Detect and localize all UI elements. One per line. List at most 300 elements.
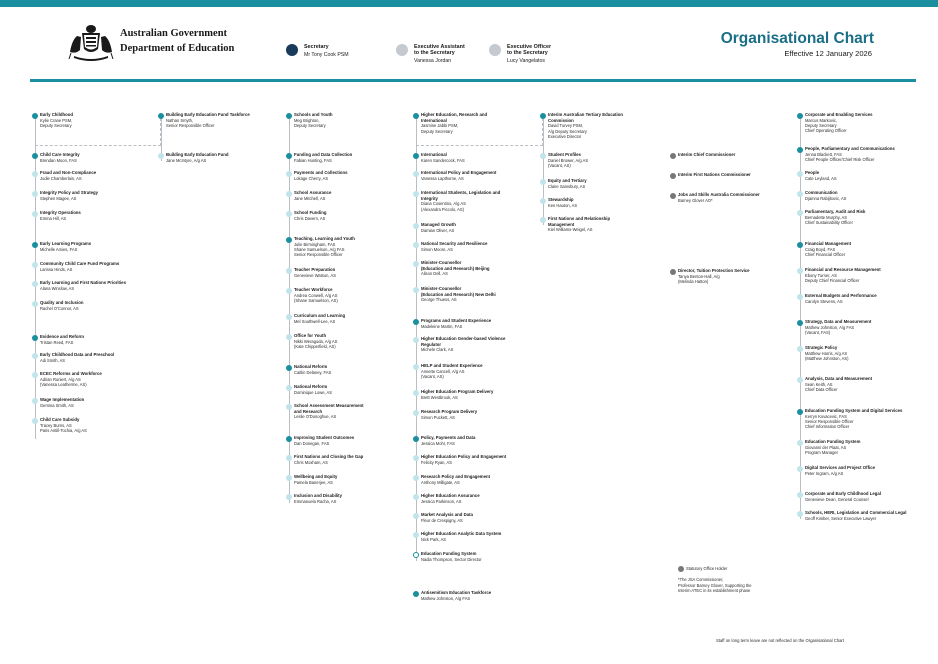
org-unit <box>413 112 525 134</box>
org-unit <box>797 376 909 392</box>
effective-date: Effective 12 January 2026 <box>784 49 872 58</box>
unit-dot-icon <box>540 217 546 223</box>
unit-title: Strategy, Data and Measurement <box>805 319 872 324</box>
unit-title: Financial Management <box>805 241 852 246</box>
header-divider <box>30 79 916 82</box>
unit-dot-icon <box>413 390 419 396</box>
unit-title: People, Parliamentary and Communications <box>805 146 895 151</box>
unit-title: Interim First Nations Commissioner <box>678 172 751 177</box>
org-unit <box>413 318 525 329</box>
unit-title: Research Policy and Engagement <box>421 474 491 479</box>
unit-title: Teaching, Learning and Youth <box>294 236 355 241</box>
org-unit <box>32 280 144 291</box>
unit-title: Minister-Counsellor (Education and Research) New Delhi <box>421 286 496 297</box>
unit-title: Wellbeing and Equity <box>294 474 338 479</box>
unit-title: Child Care Subsidy <box>40 417 80 422</box>
unit-title: Higher Education Program Delivery <box>421 389 494 394</box>
org-unit <box>286 190 398 201</box>
unit-dot-icon <box>670 269 676 275</box>
org-unit <box>413 260 525 277</box>
unit-head: Brendan Moon, FAS <box>40 157 77 163</box>
unit-head: Jessica Parkinson, AS <box>421 498 462 504</box>
org-unit <box>797 267 909 283</box>
unit-dot-icon <box>286 365 292 371</box>
unit-head: Vanessa Lapthorne, AS <box>421 175 464 181</box>
statutory-label: Statutory Office Holder <box>686 566 728 572</box>
unit-title: Building Early Education Fund <box>166 152 229 157</box>
unit-head: Jane McIntyre, A/g AS <box>166 157 207 163</box>
org-unit <box>413 363 525 379</box>
unit-head: Adi Smith, AS <box>40 357 66 363</box>
unit-head: Craig Boyd, FAS Chief Financial Officer <box>805 246 846 258</box>
org-unit <box>413 493 525 504</box>
unit-head: Nadia Thompson, Sector Director <box>421 556 482 562</box>
unit-title: Corporate and Enabling Services <box>805 112 873 117</box>
unit-dot-icon <box>32 242 38 248</box>
unit-dot-icon <box>286 237 292 243</box>
unit-title: Corporate and Early Childhood Legal <box>805 491 881 496</box>
unit-title: Stewardship <box>548 197 574 202</box>
unit-title: Improving Student Outcomes <box>294 435 355 440</box>
page-title: Organisational Chart <box>720 30 874 47</box>
org-unit <box>286 493 398 504</box>
org-unit <box>158 152 270 163</box>
unit-title: Fraud and Non-Compliance <box>40 170 97 175</box>
unit-dot-icon <box>286 113 292 119</box>
unit-title: School Assurance <box>294 190 332 195</box>
unit-head: Anthony Milligate, AS <box>421 479 460 485</box>
unit-dot-icon <box>286 314 292 320</box>
unit-dot-icon <box>413 261 419 267</box>
org-unit <box>32 261 144 272</box>
unit-dot-icon <box>32 281 38 287</box>
unit-dot-icon <box>32 398 38 404</box>
unit-dot-icon <box>670 173 676 179</box>
org-unit <box>413 531 525 542</box>
org-unit <box>32 334 144 345</box>
unit-title: Managed Growth <box>421 222 456 227</box>
unit-head: Tristan Reed, FAS <box>40 339 74 345</box>
unit-title: Early Learning and First Nations Priorities <box>40 280 126 285</box>
unit-dot-icon <box>797 147 803 153</box>
unit-title: ECEC Reforms and Workforce <box>40 371 102 376</box>
unit-dot-icon <box>286 436 292 442</box>
org-unit <box>32 152 144 163</box>
unit-dot-icon <box>797 294 803 300</box>
unit-dot-icon <box>797 466 803 472</box>
unit-dot-icon <box>413 223 419 229</box>
unit-title: Interim Australian Tertiary Education Commission <box>548 112 623 123</box>
org-unit <box>32 241 144 252</box>
executive-dot-icon <box>396 44 408 56</box>
unit-head: Kerryn Kovacevic, FAS Senior Responsible Officer Chief Information Officer <box>805 413 854 430</box>
unit-dot-icon <box>797 377 803 383</box>
unit-title: Child Care Integrity <box>40 152 80 157</box>
org-unit <box>670 172 782 178</box>
unit-dot-icon <box>670 193 676 199</box>
org-unit <box>797 408 909 430</box>
unit-head: Jodie Chamberlain, AS <box>40 175 82 181</box>
unit-dot-icon <box>286 211 292 217</box>
unit-title: Higher Education Gender-based Violence Regulator <box>421 336 506 347</box>
org-unit <box>413 152 525 163</box>
unit-head: Chris Davern, AS <box>294 215 326 221</box>
unit-title: Interim Chief Commissioner <box>678 152 736 157</box>
unit-head: Kiel Williams-Weigel, AS <box>548 227 593 233</box>
unit-head: Tanya Benton-Hall, A/g (Melinda Hatton) <box>678 273 720 285</box>
unit-title: Education Funding System and Digital Services <box>805 408 903 413</box>
unit-dot-icon <box>797 210 803 216</box>
unit-head: David Turvey PSM, A/g Deputy Secretary Executive Director <box>548 123 587 140</box>
unit-title: Higher Education Analytic Data System <box>421 531 502 536</box>
org-unit <box>413 551 525 562</box>
unit-title: Education Funding System <box>421 551 477 556</box>
unit-head: Dan Donegan, FAS <box>294 440 330 446</box>
unit-dot-icon <box>797 409 803 415</box>
unit-title: Director, Tuition Protection Service <box>678 268 750 273</box>
unit-head: Jessica Mohr, FAS <box>421 440 455 446</box>
unit-dot-icon <box>32 262 38 268</box>
org-unit <box>797 491 909 502</box>
unit-head: Mathew Johnston, A/g FAS <box>421 595 471 601</box>
unit-dot-icon <box>32 301 38 307</box>
unit-title: Teacher Workforce <box>294 287 333 292</box>
unit-dot-icon <box>670 153 676 159</box>
unit-title: Financial and Resource Management <box>805 267 881 272</box>
unit-head: Rachel O'Connor, AS <box>40 305 79 311</box>
unit-head: Annette Cancell, A/g AS (Vacant, AS) <box>421 368 465 380</box>
unit-title: Policy, Payments and Data <box>421 435 476 440</box>
unit-dot-icon <box>413 475 419 481</box>
executive-name: Vanessa Jordan <box>414 58 452 64</box>
unit-title: Student Profiles <box>548 152 581 157</box>
unit-head: Brett Westbrook, AS <box>421 394 458 400</box>
unit-title: International Policy and Engagement <box>421 170 497 175</box>
org-unit <box>797 465 909 476</box>
unit-head: Ken Hauton, AS <box>548 202 578 208</box>
unit-head: Chris Moxham, AS <box>294 459 328 465</box>
org-unit <box>286 454 398 465</box>
org-unit <box>797 170 909 181</box>
unit-dot-icon <box>540 179 546 185</box>
department-name: Department of Education <box>120 43 235 54</box>
unit-dot-icon <box>413 364 419 370</box>
unit-title: Schools, HERI, Legislation and Commercial Legal <box>805 510 907 515</box>
unit-title: HELP and Student Experience <box>421 363 483 368</box>
unit-head: Karen Sandercock, FAS <box>421 157 465 163</box>
unit-title: Higher Education, Research and International <box>421 112 488 123</box>
unit-dot-icon <box>413 242 419 248</box>
unit-title: Strategic Policy <box>805 345 838 350</box>
org-unit <box>797 293 909 304</box>
org-unit <box>670 268 782 284</box>
unit-dot-icon <box>797 242 803 248</box>
unit-dot-icon <box>797 492 803 498</box>
unit-head: Peter Ingram, A/g AS <box>805 470 844 476</box>
unit-head: Bernadette Murphy, AS Chief Sustainability Officer <box>805 214 853 226</box>
org-unit <box>540 178 652 189</box>
unit-head: Dominique Lowe, AS <box>294 389 333 395</box>
org-unit <box>413 241 525 252</box>
unit-title: Equity and Tertiary <box>548 178 587 183</box>
unit-head: Barney Glover AO* <box>678 197 713 203</box>
unit-dot-icon <box>286 475 292 481</box>
unit-title: School Funding <box>294 210 327 215</box>
unit-dot-icon <box>413 113 419 119</box>
unit-dot-icon <box>286 288 292 294</box>
unit-head: Madeleine Martin, FAS <box>421 323 463 329</box>
unit-dot-icon <box>286 268 292 274</box>
unit-head: Nick Park, AS <box>421 536 447 542</box>
government-logo <box>68 22 235 62</box>
org-unit <box>797 319 909 335</box>
org-unit <box>797 510 909 521</box>
top-accent-bar <box>0 0 938 7</box>
unit-dot-icon <box>286 153 292 159</box>
unit-head: Simon Puckett, AS <box>421 414 455 420</box>
unit-head: Matthew Harris, A/g AS (Matthew Johnston, AS) <box>805 350 849 362</box>
unit-dot-icon <box>158 153 164 159</box>
org-unit <box>413 190 525 212</box>
jsa-footnote: *The JSA Commissioner, Professor Barney Glover, Supporting the Interim ATEC in its establishment phase <box>678 577 752 594</box>
unit-title: First Nations and Relationship Management <box>548 216 611 227</box>
unit-title: First Nations and Closing the Gap <box>294 454 364 459</box>
unit-dot-icon <box>797 113 803 119</box>
unit-dot-icon <box>797 440 803 446</box>
executive-dot-icon <box>489 44 501 56</box>
org-unit <box>670 192 782 203</box>
unit-title: Higher Education Policy and Engagement <box>421 454 507 459</box>
executive-name: Mr Tony Cook PSM <box>304 52 349 58</box>
org-unit <box>32 352 144 363</box>
org-unit <box>413 409 525 420</box>
unit-title: Teacher Preparation <box>294 267 336 272</box>
unit-title: External Budgets and Performance <box>805 293 877 298</box>
executive-title: Secretary <box>304 44 329 50</box>
unit-head: Adrian Runiert, A/g AS (Vanessa Leatherme, AS) <box>40 376 87 388</box>
unit-title: School Assessment Measurement and Research <box>294 403 364 414</box>
org-unit <box>32 397 144 408</box>
unit-head: Jasmine Jabbi PSM, Deputy Secretary <box>421 123 459 134</box>
unit-head: Stephen Magee, AS <box>40 195 77 201</box>
unit-head: Julie Birmingham, FAS Shane Samuelson, A/g FAS Senior Responsible Officer <box>294 241 345 258</box>
unit-dot-icon <box>413 494 419 500</box>
unit-dot-icon <box>413 436 419 442</box>
unit-head: Kylie Crane PSM, Deputy Secretary <box>40 117 73 129</box>
unit-title: Early Childhood Data and Preschool <box>40 352 115 357</box>
unit-dot-icon <box>286 334 292 340</box>
unit-title: Early Learning Programs <box>40 241 92 246</box>
unit-title: Analysis, Data and Measurement <box>805 376 873 381</box>
government-name: Australian Government <box>120 28 228 39</box>
unit-dot-icon <box>413 513 419 519</box>
unit-dot-icon <box>32 353 38 359</box>
org-unit <box>413 286 525 303</box>
unit-head: Lokage Cherry, AS <box>294 175 329 181</box>
org-unit <box>797 439 909 455</box>
unit-dot-icon <box>413 171 419 177</box>
unit-head: Genevieve Watson, AS <box>294 272 336 278</box>
unit-head: Daniel Brower, A/g AS (Vacant, AS) <box>548 157 589 169</box>
unit-head: Emmanuela Racha, AS <box>294 498 337 504</box>
unit-title: Digital Services and Project Office <box>805 465 875 470</box>
org-unit <box>286 313 398 324</box>
org-unit <box>413 512 525 523</box>
unit-dot-icon <box>32 418 38 424</box>
unit-dot-icon <box>413 287 419 293</box>
org-unit <box>32 170 144 181</box>
unit-dot-icon <box>286 385 292 391</box>
unit-title: Market Analysis and Data <box>421 512 473 517</box>
unit-title: Integrity Policy and Strategy <box>40 190 99 195</box>
unit-head: Fabian Hunting, FAS <box>294 157 332 163</box>
unit-dot-icon <box>32 153 38 159</box>
statutory-dot-icon <box>678 566 684 572</box>
unit-head: Tracey Burns, AS Paris Antill-Tochia, A/g AS <box>40 422 87 434</box>
unit-title: Evidence and Reform <box>40 334 84 339</box>
unit-head: Larissa Hinds, AS <box>40 266 73 272</box>
executive-name: Lucy Vangelatos <box>507 58 545 64</box>
unit-title: National Reform <box>294 384 328 389</box>
unit-title: Integrity Operations <box>40 210 81 215</box>
org-unit <box>797 241 909 257</box>
org-unit <box>797 112 909 134</box>
unit-dot-icon <box>413 532 419 538</box>
org-unit <box>32 300 144 311</box>
coat-of-arms-icon <box>68 22 114 62</box>
unit-dot-icon <box>540 153 546 159</box>
unit-title: Office for Youth <box>294 333 327 338</box>
unit-title: Programs and Student Experience <box>421 318 492 323</box>
org-unit <box>286 267 398 278</box>
unit-title: National Reform <box>294 364 328 369</box>
unit-head: Simon Moore, AS <box>421 246 453 252</box>
unit-title: Curriculum and Learning <box>294 313 346 318</box>
unit-head: Geoff Kimber, Senior Executive Lawyer <box>805 515 877 521</box>
unit-dot-icon <box>540 113 546 119</box>
unit-dot-icon <box>413 319 419 325</box>
org-unit <box>797 190 909 201</box>
org-unit <box>286 210 398 221</box>
unit-head: Genevieve Dean, General Counsel <box>805 496 869 502</box>
org-unit <box>32 417 144 433</box>
org-unit <box>32 210 144 221</box>
org-unit <box>286 287 398 303</box>
org-unit <box>540 216 652 233</box>
unit-head: Felicity Ryan, AS <box>421 459 452 465</box>
unit-head: Damian Oliver, AS <box>421 227 455 233</box>
unit-dot-icon <box>32 171 38 177</box>
org-unit <box>413 590 525 601</box>
unit-title: Jobs and Skills Australia Commissioner <box>678 192 760 197</box>
unit-head: Nathan Smyth, Senior Responsible Officer <box>166 117 215 129</box>
unit-title: International Students, Legislation and Integrity <box>421 190 501 201</box>
unit-head: Jenna Blackett, FAS Chief People Officer/Chief Risk Officer <box>805 151 875 163</box>
org-unit <box>413 170 525 181</box>
org-unit <box>286 435 398 446</box>
unit-head: Andrea Conwell, A/g AS (Shane Samuelson, AS) <box>294 292 338 304</box>
unit-title: Quality and Inclusion <box>40 300 84 305</box>
org-unit <box>286 170 398 181</box>
unit-title: Funding and Data Collection <box>294 152 353 157</box>
org-unit <box>32 112 144 128</box>
unit-dot-icon <box>797 268 803 274</box>
unit-dot-icon <box>413 410 419 416</box>
unit-head: Michele Clark, AS <box>421 347 454 353</box>
org-unit <box>32 371 144 387</box>
footer-note: Staff on long term leave are not reflected on the Organisational Chart <box>716 638 844 643</box>
unit-head: Cate Leyland, AS <box>805 175 837 181</box>
unit-title: Antisemitism Education Taskforce <box>421 590 492 595</box>
unit-dot-icon <box>32 113 38 119</box>
unit-dot-icon <box>32 211 38 217</box>
org-unit <box>670 152 782 158</box>
unit-title: Parliamentary, Audit and Risk <box>805 209 866 214</box>
unit-title: Communication <box>805 190 838 195</box>
unit-title: Higher Education Assurance <box>421 493 480 498</box>
org-unit <box>797 345 909 361</box>
org-unit <box>540 197 652 208</box>
executive-title: Executive Assistant to the Secretary <box>414 44 465 57</box>
unit-title: Building Early Education Fund Taskforce <box>166 112 250 117</box>
unit-head: Leslie O'Donoghue, AS <box>294 414 337 420</box>
unit-title: Community Child Care Fund Programs <box>40 261 120 266</box>
org-unit <box>413 474 525 485</box>
org-unit <box>540 152 652 168</box>
unit-head: Pamela Banerjee, AS <box>294 479 333 485</box>
unit-head: Meg Brighton, Deputy Secretary <box>294 117 326 129</box>
unit-head: George Thuess, AS <box>421 297 457 303</box>
unit-title: National Security and Resilience <box>421 241 488 246</box>
unit-head: Michelle Amies, FAS <box>40 246 78 252</box>
org-unit <box>797 209 909 225</box>
unit-head: Gemma Smith, AS <box>40 402 74 408</box>
unit-dot-icon <box>286 494 292 500</box>
unit-dot-icon <box>286 404 292 410</box>
org-unit <box>540 112 652 140</box>
unit-dot-icon <box>797 346 803 352</box>
unit-dot-icon <box>540 198 546 204</box>
unit-title: Inclusion and Disability <box>294 493 342 498</box>
unit-title: Minister-Counsellor (Education and Research) Beijing <box>421 260 490 271</box>
org-unit <box>286 403 398 420</box>
unit-head: Nikki Weragoda, A/g AS (Kate Chipperfield, AS) <box>294 338 338 350</box>
unit-dot-icon <box>413 552 419 558</box>
unit-head: Djamna Rabijitovic, AS <box>805 195 847 201</box>
unit-dot-icon <box>797 171 803 177</box>
org-unit <box>413 435 525 446</box>
unit-head: Mel Southwell-Lee, AS <box>294 318 336 324</box>
unit-dot-icon <box>32 372 38 378</box>
org-unit <box>286 364 398 375</box>
unit-head: Sean Keith, AS Chief Data Officer <box>805 381 838 393</box>
unit-head: Jane Mitchell, AS <box>294 195 326 201</box>
statutory-legend <box>678 566 798 572</box>
unit-title: Wage Implementation <box>40 397 85 402</box>
unit-head: Alison Dell, AS <box>421 271 448 277</box>
unit-title: Education Funding System <box>805 439 861 444</box>
unit-head: Diana Cosentino, A/g AS (Alexandra Piccolo, AS) <box>421 201 466 212</box>
unit-dot-icon <box>797 320 803 326</box>
unit-dot-icon <box>413 591 419 597</box>
org-unit <box>286 152 398 163</box>
executive-dot-icon <box>286 44 298 56</box>
unit-head: Fleur de Crespigny, AS <box>421 517 463 523</box>
unit-dot-icon <box>413 191 419 197</box>
unit-head: Carolyn Stevens, AS <box>805 298 843 304</box>
unit-dot-icon <box>286 455 292 461</box>
org-unit <box>413 389 525 400</box>
